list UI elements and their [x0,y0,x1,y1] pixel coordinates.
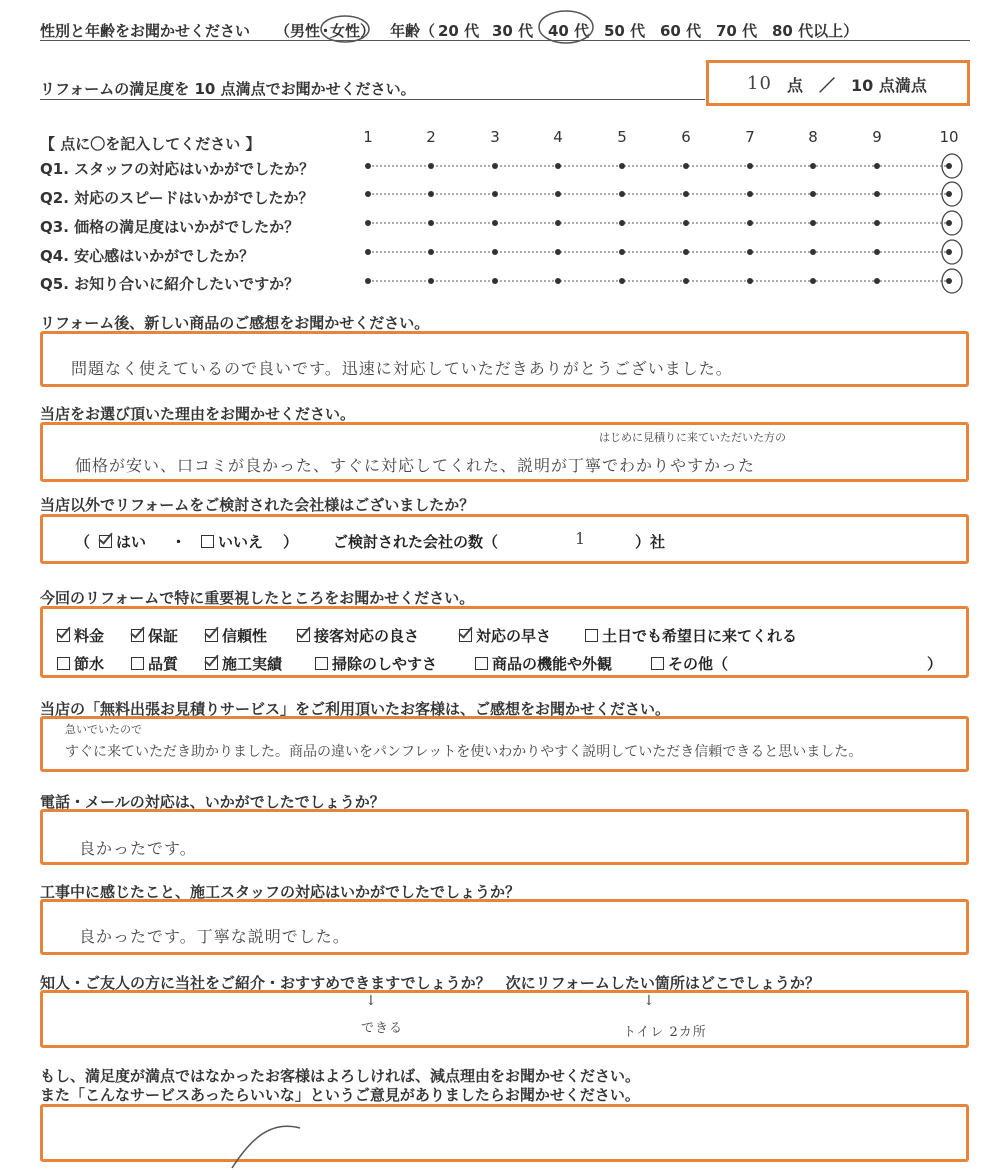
rating-dot-q1-3[interactable] [492,163,498,169]
priorities-prompt: 今回のリフォームで特に重要視したところをお聞かせください。 [40,589,475,607]
impression-prompt: リフォーム後、新しい商品のご感想をお聞かせください。 [40,314,430,332]
priority-speed[interactable] [459,625,551,646]
rating-dot-q1-2[interactable] [428,163,434,169]
rating-dot-q5-8[interactable] [810,278,816,284]
rating-dot-q2-3[interactable] [492,191,498,197]
priority-checkbox[interactable] [459,629,472,642]
company-count-value[interactable]: 1 [575,529,587,548]
priority-checkbox[interactable] [131,657,144,670]
scale-4: 4 [553,128,563,146]
rating-dot-q2-2[interactable] [428,191,434,197]
priority-label: 節水 [74,655,105,673]
deduction-prompt-2: また「こんなサービスあったらいいな」というご意見がありましたらお聞かせください。 [40,1086,640,1104]
age-30[interactable]: 30 代 [492,22,534,40]
rating-dot-q4-4[interactable] [555,249,561,255]
scale-1: 1 [363,128,373,146]
recommend-arrow-2: ↓ [643,993,656,1009]
option-yes-label: はい [116,533,147,551]
construction-answer: 良かったです。丁寧な説明でした。 [79,927,350,946]
rating-instruction: 【 点に〇を記入してください 】 [40,135,261,153]
rating-dot-q1-9[interactable] [874,163,880,169]
option-no[interactable] [201,531,263,552]
rating-dot-q5-2[interactable] [428,278,434,284]
priority-label: 商品の機能や外観 [492,655,613,673]
priority-label: 保証 [148,627,179,645]
scale-3: 3 [490,128,500,146]
checkbox-yes[interactable] [99,535,112,548]
estimate-service-note: 急いでいたので [65,723,142,736]
phone-prompt: 電話・メールの対応は、いかがでしたでしょうか？ [40,793,385,811]
rating-dot-q4-3[interactable] [492,249,498,255]
other-companies-box [40,514,969,564]
scale-7: 7 [745,128,755,146]
scale-5: 5 [617,128,627,146]
priorities-box [40,606,969,678]
recommend-answer-1: できる [361,1021,404,1036]
satisfaction-score-value: 10 [747,73,772,94]
other-companies-prompt: 当店以外でリフォームをご検討された会社様はございましたか？ [40,496,475,514]
rating-dot-q3-9[interactable] [874,220,880,226]
rating-dot-q5-6[interactable] [683,278,689,284]
rating-dot-q3-5[interactable] [619,220,625,226]
rating-dot-q4-6[interactable] [683,249,689,255]
priority-label: 品質 [148,655,179,673]
age-80-plus[interactable]: 80 代以上） [772,22,859,40]
rating-dot-q5-4[interactable] [555,278,561,284]
priority-easy-cleaning[interactable] [315,653,437,674]
deduction-prompt-1: もし、満足度が満点ではなかったお客様はよろしければ、減点理由をお聞かせください。 [40,1067,641,1085]
rating-dot-q5-5[interactable] [619,278,625,284]
gender-male: （男性 [275,22,321,40]
priority-checkbox[interactable] [205,629,218,642]
estimate-service-answer: すぐに来ていただき助かりました。商品の違いをパンフレットを使いわかりやすく説明していただき信頼できると思いました。 [65,744,863,760]
priority-checkbox[interactable] [57,629,70,642]
rating-dot-q3-10[interactable] [946,220,952,226]
priority-price[interactable] [57,625,104,646]
rating-dot-q5-7[interactable] [747,278,753,284]
scale-9: 9 [872,128,882,146]
construction-answer-box[interactable] [40,899,969,955]
other-companies-open-paren: （ [75,533,91,551]
rating-dot-q4-7[interactable] [747,249,753,255]
priority-label: 施工実績 [222,655,283,673]
rating-dot-q3-6[interactable] [683,220,689,226]
recommend-prompt: 知人・ご友人の方に当社をご紹介・おすすめできますでしょうか？ 次にリフォームしたい箇所はどこでしょうか？ [40,974,820,992]
gender-separator: ・ [318,22,334,40]
question-4: Q4. 安心感はいかがでしたか？ [40,247,255,265]
question-5: Q5. お知り合いに紹介したいですか？ [40,275,300,293]
priority-checkbox[interactable] [651,657,664,670]
other-companies-dot: ・ [171,533,187,551]
priority-weekend[interactable] [585,625,797,646]
rating-dot-q1-1[interactable] [365,163,371,169]
gender-female[interactable]: 女性） [330,22,376,40]
rating-dot-q3-7[interactable] [747,220,753,226]
rating-dot-q2-8[interactable] [810,191,816,197]
rating-dot-q3-8[interactable] [810,220,816,226]
priority-checkbox[interactable] [205,657,218,670]
priority-label: 対応の早さ [476,627,552,645]
reason-answer-box[interactable] [40,422,969,482]
company-count-label: ご検討された会社の数（ [333,533,499,551]
priority-water-saving[interactable] [57,653,104,674]
deduction-answer-box[interactable] [40,1104,969,1162]
satisfaction-prompt: リフォームの満足度を 10 点満点でお聞かせください。 [40,80,416,98]
rating-dot-q4-10[interactable] [946,249,952,255]
rating-dot-q4-2[interactable] [428,249,434,255]
phone-answer: 良かったです。 [79,839,197,858]
checkbox-no[interactable] [201,535,214,548]
rating-dot-q1-7[interactable] [747,163,753,169]
priority-label: 料金 [74,627,105,645]
phone-answer-box[interactable] [40,809,969,865]
priority-other-close: ） [927,655,943,673]
rating-dot-q4-1[interactable] [365,249,371,255]
scale-8: 8 [808,128,818,146]
priority-track-record[interactable] [205,653,282,674]
reason-answer: 価格が安い、口コミが良かった、すぐに対応してくれた、説明が丁寧でわかりやすかった [75,456,756,475]
priority-function-appearance[interactable] [475,653,612,674]
rating-dot-q2-10[interactable] [946,191,952,197]
estimate-service-box[interactable] [40,716,969,772]
rating-lines [0,0,1000,300]
rating-dot-q1-10[interactable] [946,163,952,169]
age-20[interactable]: 20 代 [438,22,480,40]
rating-dot-q4-9[interactable] [874,249,880,255]
rating-dot-q3-3[interactable] [492,220,498,226]
priority-label: 信頼性 [222,627,268,645]
age-50[interactable]: 50 代 [604,22,646,40]
rating-dot-q5-9[interactable] [874,278,880,284]
priority-quality[interactable] [131,653,178,674]
question-1: Q1. スタッフの対応はいかがでしたか？ [40,160,315,178]
rating-dot-q5-1[interactable] [365,278,371,284]
estimate-service-prompt: 当店の「無料出張お見積りサービス」をご利用頂いたお客様は、ご感想をお聞かせください。 [40,700,671,718]
rating-dot-q5-10[interactable] [946,278,952,284]
priority-label: その他（ [668,655,729,673]
rating-dot-q5-3[interactable] [492,278,498,284]
scale-2: 2 [426,128,436,146]
priority-checkbox[interactable] [475,657,488,670]
gender-age-prompt: 性別と年齢をお聞かせください [40,22,251,40]
priority-checkbox[interactable] [131,629,144,642]
rating-dot-q1-5[interactable] [619,163,625,169]
rating-dot-q4-8[interactable] [810,249,816,255]
rating-dot-q2-5[interactable] [619,191,625,197]
priority-label: 掃除のしやすさ [332,655,438,673]
age-70[interactable]: 70 代 [716,22,758,40]
impression-answer: 問題なく使えているので良いです。迅速に対応していただきありがとうございました。 [71,359,733,378]
construction-prompt: 工事中に感じたこと、施工スタッフの対応はいかがでしたでしょうか？ [40,883,521,901]
rating-dot-q2-1[interactable] [365,191,371,197]
priority-label: 接客対応の良さ [314,627,420,645]
priority-reliability[interactable] [205,625,267,646]
age-prefix: 年齢（ [390,22,436,40]
priority-checkbox[interactable] [297,629,310,642]
recommend-arrow-1: ↓ [365,993,378,1009]
rating-dot-q2-9[interactable] [874,191,880,197]
option-no-label: いいえ [218,533,264,551]
age-60[interactable]: 60 代 [660,22,702,40]
recommend-answer-2: トイレ 2カ所 [623,1025,707,1040]
reason-prompt: 当店をお選び頂いた理由をお聞かせください。 [40,405,356,423]
impression-answer-box[interactable] [40,331,969,387]
reason-note: はじめに見積りに来ていただいた方の [599,431,786,444]
rating-dot-q1-4[interactable] [555,163,561,169]
age-40[interactable]: 40 代 [548,22,590,40]
priority-checkbox[interactable] [315,657,328,670]
rating-dot-q1-6[interactable] [683,163,689,169]
priority-label: 土日でも希望日に来てくれる [602,627,798,645]
rating-dot-q2-4[interactable] [555,191,561,197]
priority-customer-service[interactable] [297,625,419,646]
priority-warranty[interactable] [131,625,178,646]
rating-dot-q1-8[interactable] [810,163,816,169]
satisfaction-score-suffix: 点 ／ 10 点満点 [787,76,927,95]
rating-dot-q2-7[interactable] [747,191,753,197]
scale-6: 6 [681,128,691,146]
scale-10: 10 [939,128,959,146]
question-3: Q3. 価格の満足度はいかがでしたか？ [40,218,300,236]
rating-dot-q3-2[interactable] [428,220,434,226]
company-count-suffix: ）社 [635,533,666,551]
priority-checkbox[interactable] [585,629,598,642]
rating-dot-q2-6[interactable] [683,191,689,197]
rating-dot-q3-4[interactable] [555,220,561,226]
recommend-answer-box[interactable] [40,990,969,1048]
other-companies-close-paren: ） [283,533,299,551]
rating-dot-q3-1[interactable] [365,220,371,226]
question-2: Q2. 対応のスピードはいかがでしたか？ [40,189,314,207]
priority-other[interactable] [651,653,728,674]
option-yes[interactable] [99,531,146,552]
rating-dot-q4-5[interactable] [619,249,625,255]
priority-checkbox[interactable] [57,657,70,670]
